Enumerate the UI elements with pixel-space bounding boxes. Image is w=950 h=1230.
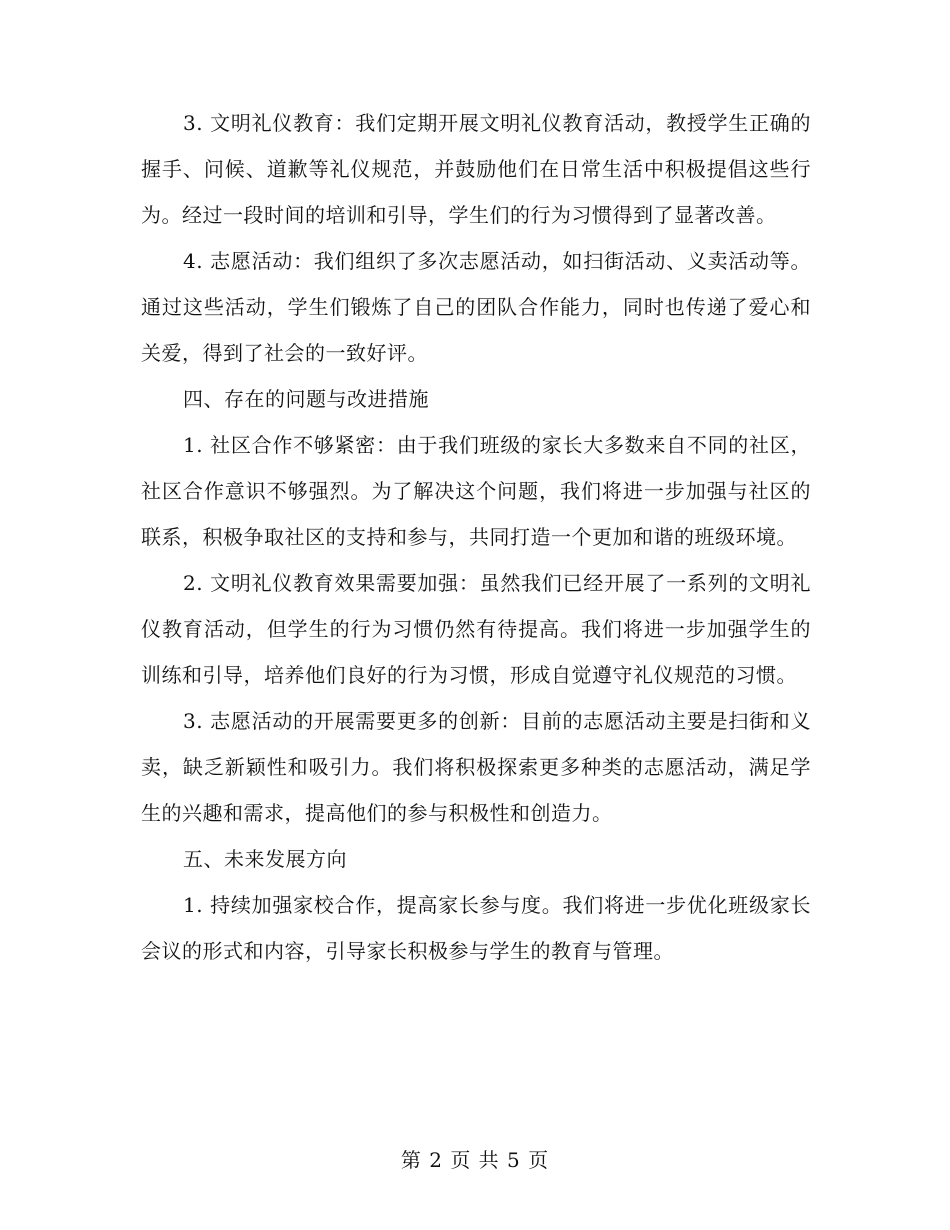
paragraph-home-school-cooperation: 1. 持续加强家校合作，提高家长参与度。我们将进一步优化班级家长会议的形式和内容，引导家长积极参与学生的教育与管理。 [141,893,811,963]
section-heading-future: 五、未来发展方向 [183,847,347,871]
paragraph-etiquette-education: 3. 文明礼仪教育：我们定期开展文明礼仪教育活动，教授学生正确的握手、问候、道歉等礼仪规范，并鼓励他们在日常生活中积极提倡这些行为。经过一段时间的培训和引导，学生们的行为习惯得到了显著改善。 [141,111,811,227]
paragraph-community-cooperation: 1. 社区合作不够紧密：由于我们班级的家长大多数来自不同的社区，社区合作意识不够强烈。为了解决这个问题，我们将进一步加强与社区的联系，积极争取社区的支持和参与，共同打造一个更加和谐的班级环境。 [141,433,811,549]
paragraph-volunteer-innovation: 3. 志愿活动的开展需要更多的创新：目前的志愿活动主要是扫街和义卖，缺乏新颖性和吸引力。我们将积极探索更多种类的志愿活动，满足学生的兴趣和需求，提高他们的参与积极性和创造力。 [141,709,811,825]
document-body [141,100,811,974]
paragraph-volunteer-activities: 4. 志愿活动：我们组织了多次志愿活动，如扫街活动、义卖活动等。通过这些活动，学生们锻炼了自己的团队合作能力，同时也传递了爱心和关爱，得到了社会的一致好评。 [141,249,811,365]
page-number-footer: 第 2 页 共 5 页 [400,1148,550,1172]
paragraph-etiquette-improvement: 2. 文明礼仪教育效果需要加强：虽然我们已经开展了一系列的文明礼仪教育活动，但学生的行为习惯仍然有待提高。我们将进一步加强学生的训练和引导，培养他们良好的行为习惯，形成自觉遵守礼仪规范的习惯。 [141,571,811,687]
section-heading-problems: 四、存在的问题与改进措施 [183,387,429,411]
